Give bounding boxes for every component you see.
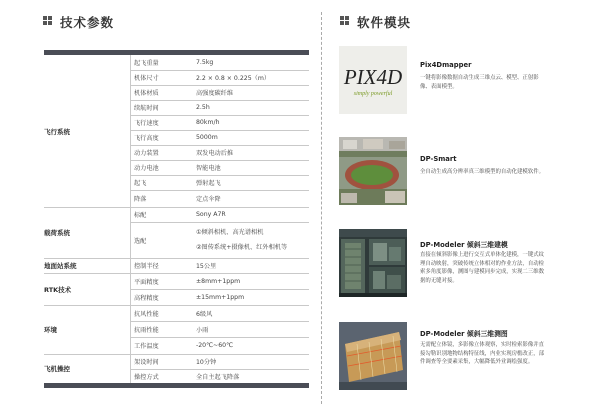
spec-key: 机体材质 xyxy=(134,90,159,97)
spec-value: 6级风 xyxy=(196,310,213,318)
module-name: Pix4Dmapper xyxy=(420,61,472,69)
spec-value: 双发电动后推 xyxy=(196,150,234,157)
spec-value: 15公里 xyxy=(196,263,217,270)
spec-value: 智能电池 xyxy=(196,165,221,172)
module-description: 全自动生成高分辨率真三维模型的自动化建模软件。 xyxy=(420,169,544,175)
spec-value-line: ①倾斜相机、高光谱相机 xyxy=(196,229,264,236)
spec-value: Sony A7R xyxy=(196,211,226,218)
spec-key: 工作温度 xyxy=(134,343,159,350)
spec-value: ±8mm+1ppm xyxy=(196,277,241,285)
spec-key: 控制半径 xyxy=(134,263,159,270)
spec-key: 高程精度 xyxy=(134,294,159,302)
spec-value: ±15mm+1ppm xyxy=(196,293,245,301)
pix4d-logo-wordmark: PIX4D xyxy=(343,65,403,89)
module-name: DP-Modeler 倾斜三维测图 xyxy=(420,330,508,338)
spec-key: 动力装置 xyxy=(134,150,159,157)
module-name: DP-Modeler 倾斜三维建模 xyxy=(420,241,508,249)
module-description: 无需配立体镜，多影像立体观察，实时检索影像并直接勾勒识别地物结构特征线，内业实现房檐改正，部件调查等全要素采集，大幅降低外业调绘强度。 xyxy=(420,342,544,366)
spec-key: 续航时间 xyxy=(134,105,159,112)
spec-key: 机体尺寸 xyxy=(134,75,159,82)
category-flight-system: 飞行系统 xyxy=(44,127,70,136)
spec-value: 7.5kg xyxy=(196,59,214,66)
spec-key: 操控方式 xyxy=(134,373,159,381)
column-divider xyxy=(321,12,322,404)
category-payload-system: 载荷系统 xyxy=(44,229,70,237)
spec-key: 起飞重量 xyxy=(134,60,159,67)
spec-value-line: ②图传系统+摄像机、红外相机等 xyxy=(196,244,288,251)
module-description: 一键将影像数据自动生成三维点云、模型、正射影像、表面模型。 xyxy=(420,75,539,90)
category-ground-station: 地面站系统 xyxy=(44,262,77,270)
tech-params-title: 技术参数 xyxy=(60,15,115,30)
module-name: DP-Smart xyxy=(420,155,457,163)
spec-value-multiline xyxy=(196,222,308,258)
spec-key: 抗风性能 xyxy=(134,310,159,318)
dp-modeler-modeling-image xyxy=(339,229,407,297)
table-column-separator xyxy=(130,55,131,383)
pix4d-logo-tagline: simply powerful xyxy=(353,91,393,97)
spec-value: 高强度碳纤维 xyxy=(196,90,234,97)
spec-value: 2.5h xyxy=(196,104,210,111)
spec-value: 5000m xyxy=(196,134,218,141)
spec-value: 定点伞降 xyxy=(196,196,221,203)
spec-key: 起飞 xyxy=(134,180,147,187)
spec-value: 2.2 × 0.8 × 0.225（m） xyxy=(196,75,271,82)
spec-key: 飞行高度 xyxy=(134,135,159,142)
spec-value: 全自主起飞降落 xyxy=(196,373,240,381)
category-rtk: RTK技术 xyxy=(44,285,72,294)
module-description: 直接在倾斜影像上进行交互式单体化建模，一键式纹理自动映射，突破传统立体相对的作业方法，自动检索多角度影像，测图与建模同步完成，实现二三维数据的无缝对接。 xyxy=(420,252,544,284)
spec-value: 10分钟 xyxy=(196,359,217,366)
spec-key: 飞行速度 xyxy=(134,120,159,127)
pix4d-logo xyxy=(339,46,407,114)
dp-smart-aerial-image xyxy=(339,137,407,205)
spec-value: 80km/h xyxy=(196,119,220,126)
spec-key: 平面精度 xyxy=(134,278,159,286)
spec-table xyxy=(44,50,309,388)
spec-key: 选配 xyxy=(134,237,147,245)
spec-key: 抗雨性能 xyxy=(134,326,159,334)
section-header-icon xyxy=(43,16,52,25)
software-modules-title: 软件模块 xyxy=(357,15,412,30)
table-bottom-band xyxy=(44,383,309,388)
spec-key: 降落 xyxy=(134,196,147,203)
spec-value: -20℃~60℃ xyxy=(196,342,234,349)
dp-modeler-mapping-image xyxy=(339,322,407,390)
spec-key: 标配 xyxy=(134,212,147,219)
spec-value: 弹射起飞 xyxy=(196,180,221,187)
category-environment: 环境 xyxy=(44,326,57,334)
category-aircraft-control: 飞机操控 xyxy=(44,365,70,373)
spec-key: 动力电池 xyxy=(134,165,159,172)
section-header-icon xyxy=(340,16,349,25)
spec-key: 架设时间 xyxy=(134,359,159,366)
spec-value: 小雨 xyxy=(196,326,209,334)
